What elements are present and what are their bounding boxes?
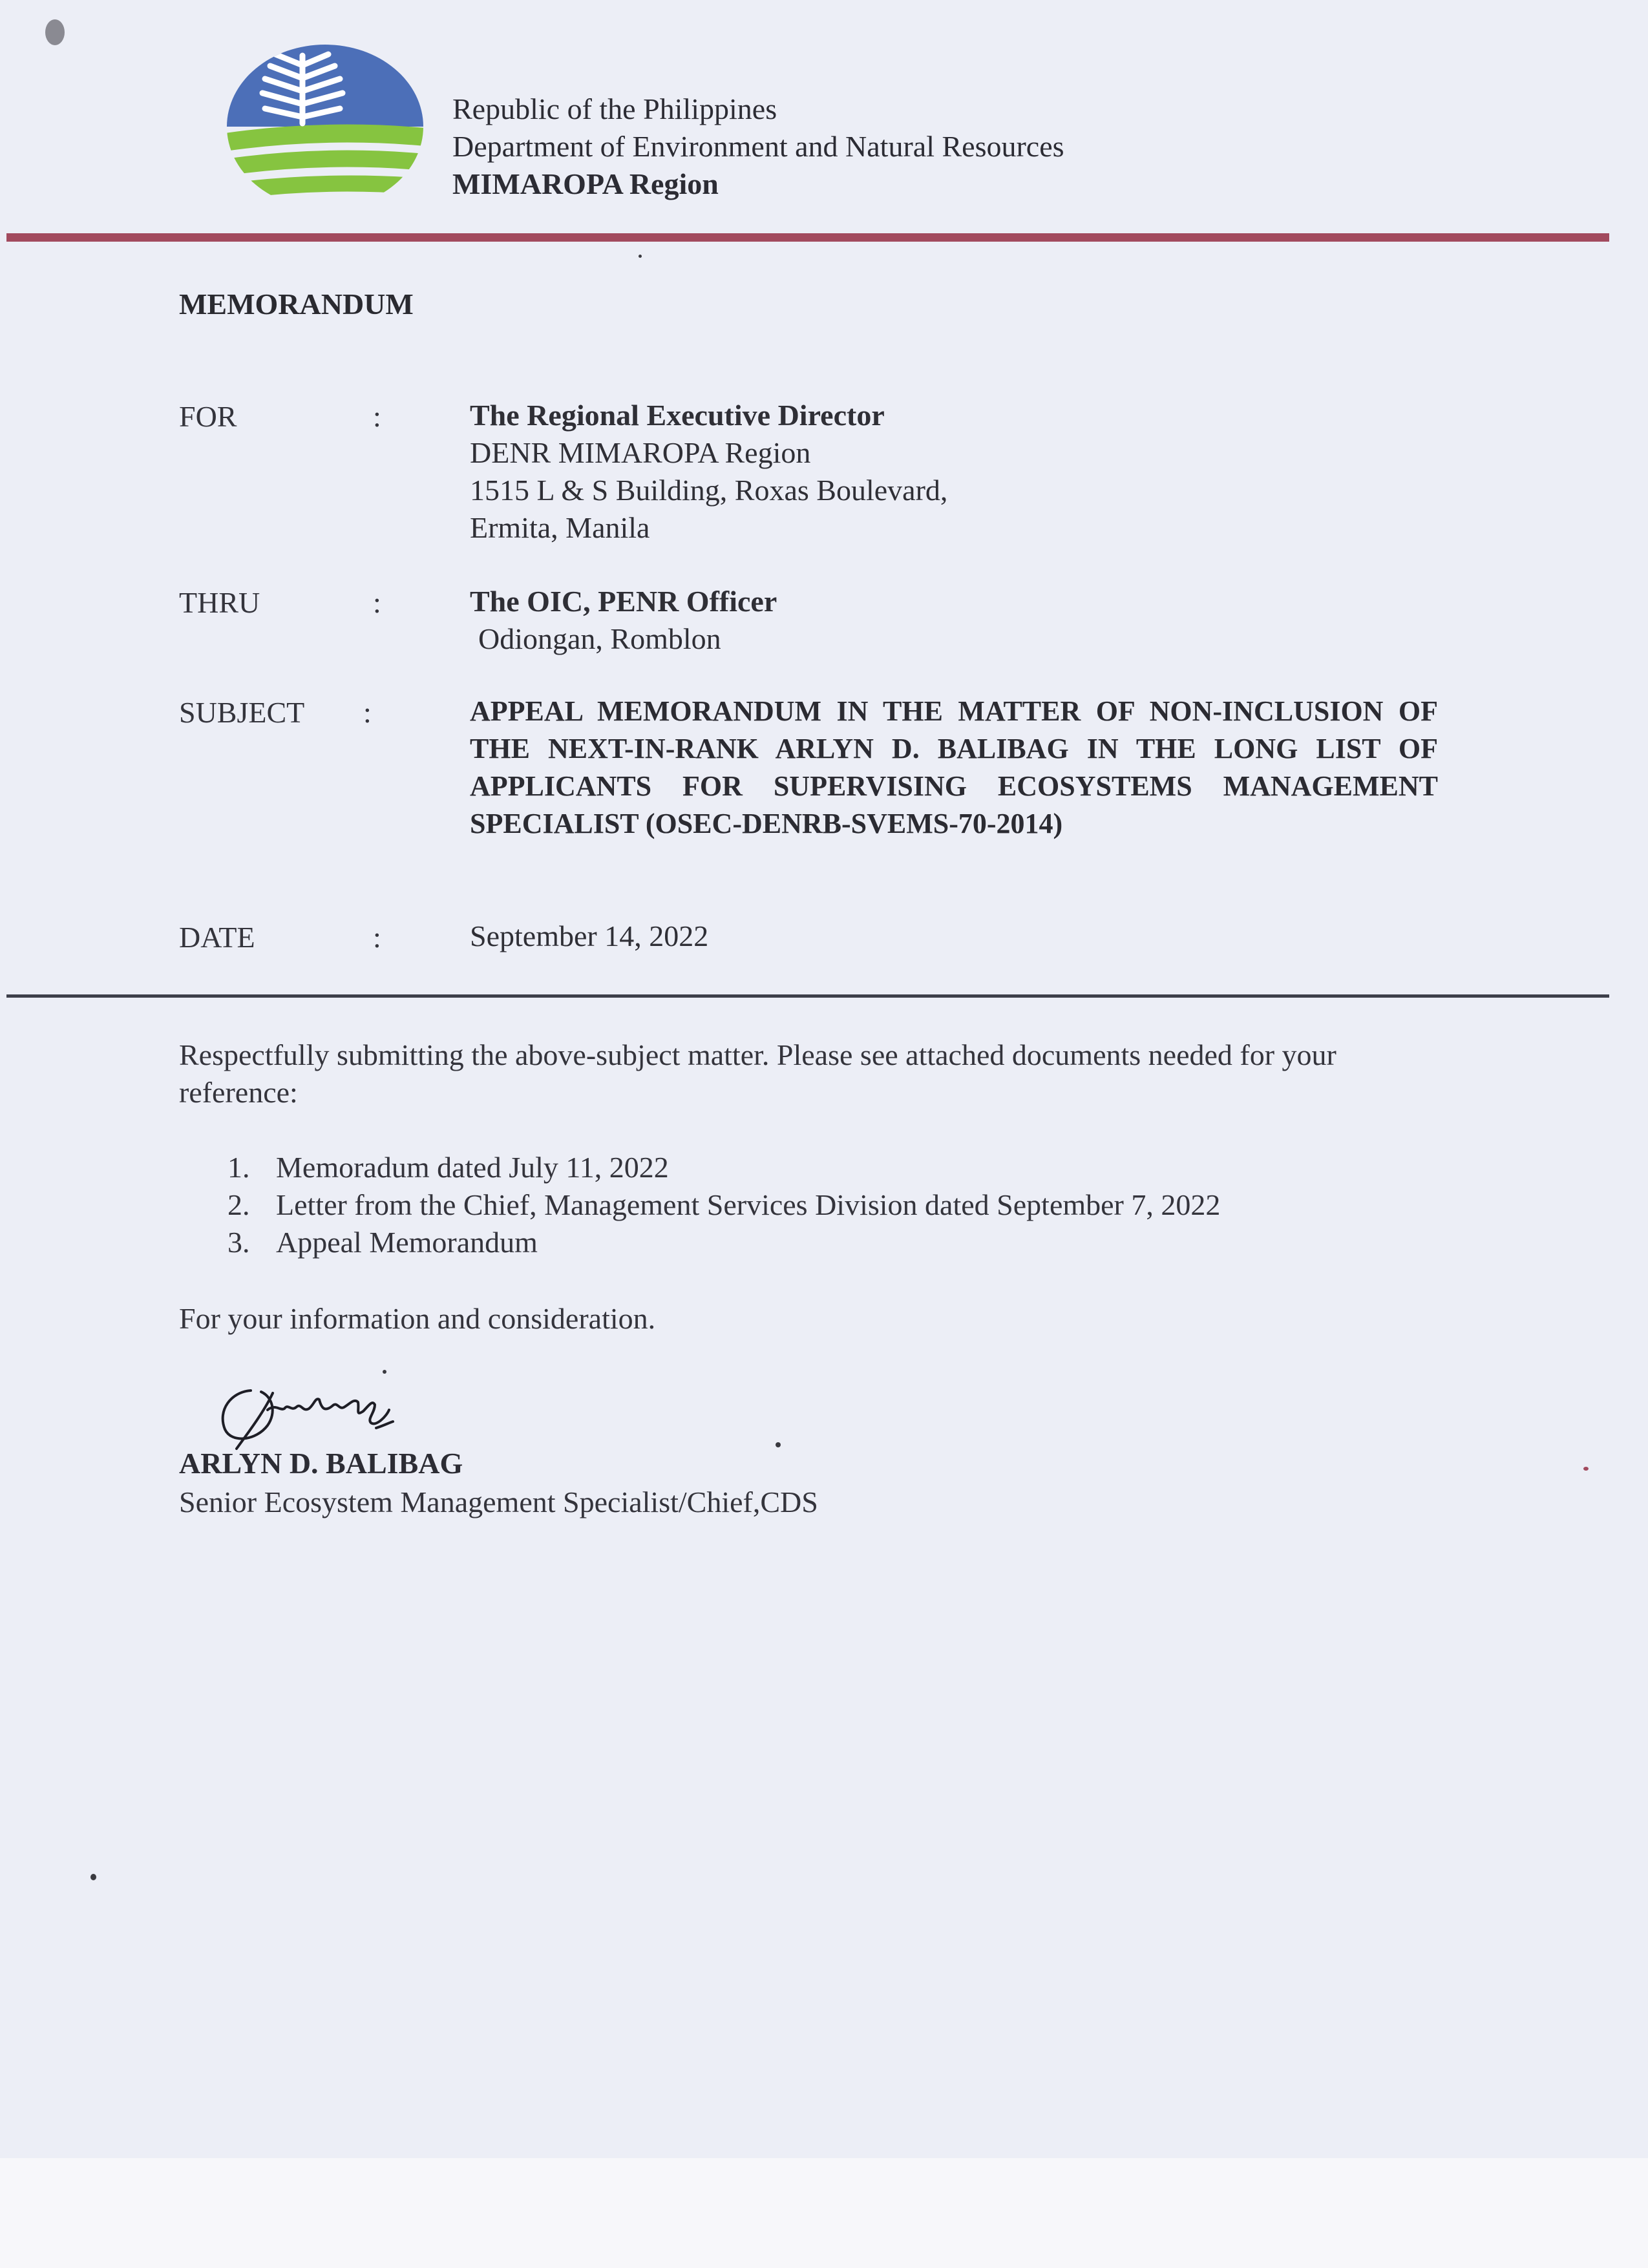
scan-speck	[639, 255, 642, 258]
header-divider	[6, 233, 1609, 242]
subject-colon: :	[363, 696, 372, 729]
thru-label: THRU	[179, 586, 260, 619]
date-value: September 14, 2022	[470, 919, 709, 952]
subject-text: APPEAL MEMORANDUM IN THE MATTER OF NON-INCLUSION OF THE NEXT-IN-RANK ARLYN D. BALIBAG IN THE LONG LIST OF APPLICANTS FOR SUPERVISING ECOSYSTEMS MANAGEMENT SPECIALIST (OSEC-DENRB-SVEMS-70-2014)	[470, 695, 1438, 839]
subject-label: SUBJECT	[179, 696, 305, 729]
signatory-name: ARLYN D. BALIBAG	[179, 1447, 463, 1480]
attachment-2-number: 2.	[227, 1188, 250, 1221]
attachment-1-text: Memoradum dated July 11, 2022	[276, 1151, 669, 1184]
scan-speck	[90, 1874, 96, 1880]
scan-speck	[383, 1370, 386, 1374]
scan-speck	[776, 1442, 781, 1447]
header-region: MIMAROPA Region	[452, 167, 719, 200]
for-label: FOR	[179, 400, 237, 433]
thru-colon: :	[373, 586, 381, 619]
attachment-1-number: 1.	[227, 1151, 250, 1184]
date-label: DATE	[179, 921, 255, 954]
for-addressee: The Regional Executive Director	[470, 399, 885, 432]
for-colon: :	[373, 400, 381, 433]
for-office: DENR MIMAROPA Region	[470, 436, 811, 469]
signature-icon	[206, 1371, 406, 1455]
for-address-line2: Ermita, Manila	[470, 511, 650, 544]
header-department: Department of Environment and Natural Resources	[452, 130, 1064, 163]
page-margin-bottom	[0, 2158, 1648, 2268]
memo-title: MEMORANDUM	[179, 288, 414, 320]
header-republic: Republic of the Philippines	[452, 92, 777, 125]
for-address-line1: 1515 L & S Building, Roxas Boulevard,	[470, 474, 948, 507]
intro-paragraph: Respectfully submitting the above-subject matter. Please see attached documents needed for your reference:	[179, 1038, 1336, 1109]
closing-line: For your information and consideration.	[179, 1302, 656, 1335]
scan-speck	[45, 19, 65, 45]
signatory-title: Senior Ecosystem Management Specialist/Chief,CDS	[179, 1486, 818, 1518]
denr-logo-icon	[225, 43, 425, 211]
attachment-3-number: 3.	[227, 1226, 250, 1259]
section-divider	[6, 994, 1609, 998]
attachment-3-text: Appeal Memorandum	[276, 1226, 538, 1259]
date-colon: :	[373, 921, 381, 954]
thru-location: Odiongan, Romblon	[478, 622, 721, 655]
attachment-2-text: Letter from the Chief, Management Services Division dated September 7, 2022	[276, 1188, 1221, 1221]
scan-speck	[1583, 1467, 1589, 1471]
thru-addressee: The OIC, PENR Officer	[470, 585, 777, 618]
